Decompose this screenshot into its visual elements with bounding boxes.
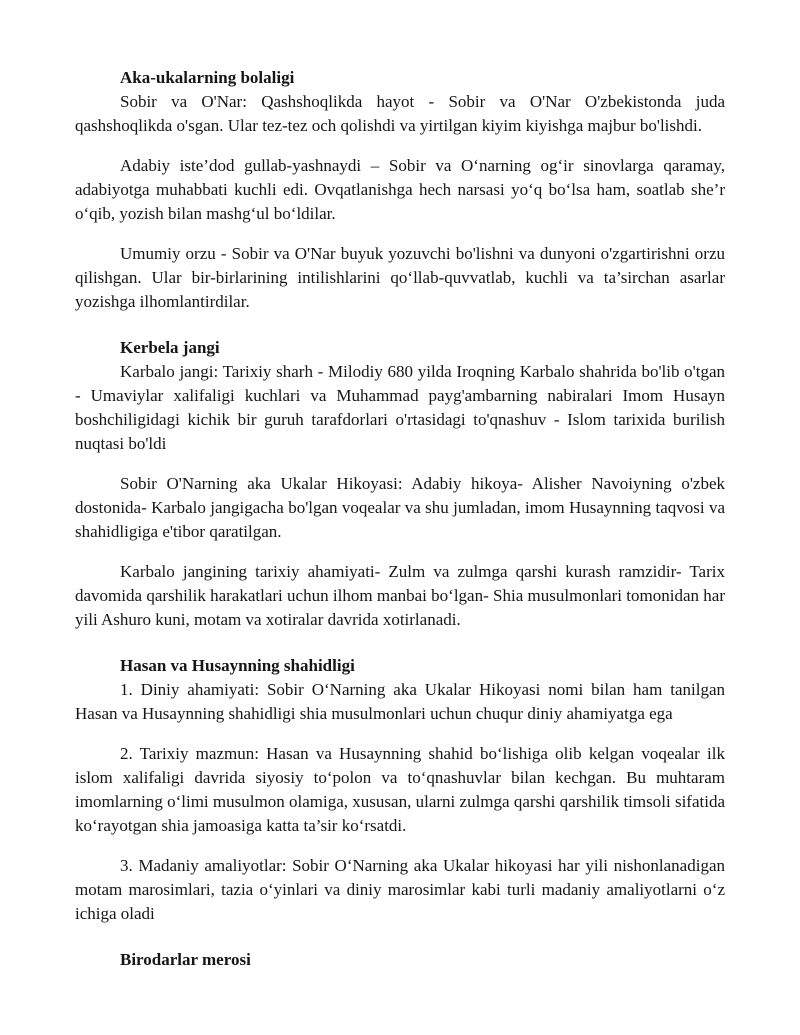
paragraph: Adabiy iste’dod gullab-yashnaydi – Sobir va Oʻnarning ogʻir sinovlarga qaramay, adabiyotga muhabbati kuchli edi. Ovqatlanishga hech narsasi yoʻq boʻlsa ham, soatlab she’r oʻqib, yozish bilan mashgʻul boʻldilar. (75, 156, 725, 223)
paragraph: Umumiy orzu - Sobir va O'Nar buyuk yozuvchi bo'lishni va dunyoni o'zgartirishni orzu qilishgan. Ular bir-birlarining intilishlarini qoʻllab-quvvatlab, kuchli va ta’sirchan asarlar yozishga ilhomlantirdilar. (75, 244, 725, 311)
section-heading: Aka-ukalarning bolaligi (120, 68, 295, 87)
paragraph: Sobir va O'Nar: Qashshoqlikda hayot - Sobir va O'Nar O'zbekistonda juda qashshoqlikda o'sgan. Ular tez-tez och qolishdi va yirtilgan kiyim kiyishga majbur bo'lishdi. (75, 92, 725, 135)
paragraph: Sobir O'Narning aka Ukalar Hikoyasi: Adabiy hikoya- Alisher Navoiyning o'zbek dostonida- Karbalo jangigacha bo'lgan voqealar va shu jumladan, imom Husaynning taqvosi va shahidligiga e'tibor qaratilgan. (75, 474, 725, 541)
section-heading: Kerbela jangi (120, 338, 220, 357)
section-legacy (75, 948, 725, 972)
section-heading: Birodarlar merosi (120, 950, 251, 969)
paragraph: 3. Madaniy amaliyotlar: Sobir OʻNarning aka Ukalar hikoyasi har yili nishonlanadigan motam marosimlari, tazia oʻyinlari va diniy marosimlar kabi turli madaniy amaliyotlarni oʻz ichiga oladi (75, 856, 725, 923)
section-kerbela-battle (75, 336, 725, 632)
section-martyrdom (75, 654, 725, 926)
paragraph: 1. Diniy ahamiyati: Sobir OʻNarning aka Ukalar Hikoyasi nomi bilan ham tanilgan Hasan va Husaynning shahidligi shia musulmonlari uchun chuqur diniy ahamiyatga ega (75, 680, 725, 723)
section-heading: Hasan va Husaynning shahidligi (120, 656, 355, 675)
paragraph: Karbalo jangi: Tarixiy sharh - Milodiy 680 yilda Iroqning Karbalo shahrida bo'lib o'tgan - Umaviylar xalifaligi kuchlari va Muhammad payg'ambarning nabiralari Imom Husayn boshchiligidagi kichik bir guruh tarafdorlari o'rtasidagi to'qnashuv - Islom tarixida burilish nuqtasi bo'ldi (75, 362, 725, 453)
paragraph: 2. Tarixiy mazmun: Hasan va Husaynning shahid boʻlishiga olib kelgan voqealar ilk islom xalifaligi davrida siyosiy toʻpolon va toʻqnashuvlar bilan kechgan. Bu muhtaram imomlarning oʻlimi musulmon olamiga, xususan, ularni zulmga qarshi qarshilik timsoli sifatida koʻrayotgan shia jamoasiga katta ta’sir koʻrsatdi. (75, 744, 725, 835)
section-childhood (75, 66, 725, 314)
paragraph: Karbalo jangining tarixiy ahamiyati- Zulm va zulmga qarshi kurash ramzidir- Tarix davomida qarshilik harakatlari uchun ilhom manbai boʻlgan- Shia musulmonlari tomonidan har yili Ashuro kuni, motam va xotiralar davrida xotirlanadi. (75, 562, 725, 629)
